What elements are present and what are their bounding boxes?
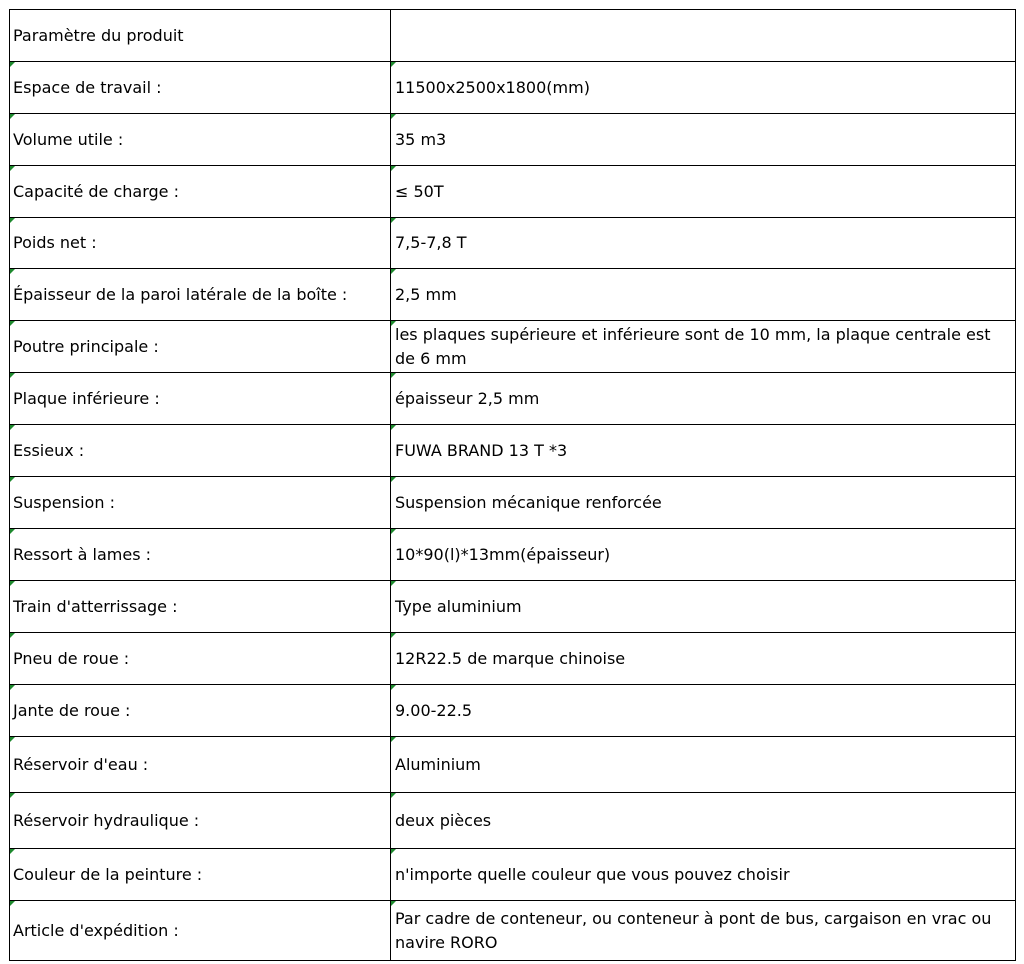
row-label: Jante de roue :: [10, 685, 391, 737]
row-value: 7,5-7,8 T: [391, 218, 1016, 269]
row-value: FUWA BRAND 13 T *3: [391, 425, 1016, 477]
row-value: 11500x2500x1800(mm): [391, 62, 1016, 114]
row-value: Suspension mécanique renforcée: [391, 477, 1016, 529]
table-row: [10, 477, 1016, 529]
row-label: Ressort à lames :: [10, 529, 391, 581]
row-value: Par cadre de conteneur, ou conteneur à pont de bus, cargaison en vrac ou navire RORO: [391, 901, 1016, 961]
row-value: 9.00-22.5: [391, 685, 1016, 737]
table-row: [10, 581, 1016, 633]
table-row: [10, 793, 1016, 849]
row-value: Type aluminium: [391, 581, 1016, 633]
row-value: les plaques supérieure et inférieure sont de 10 mm, la plaque centrale est de 6 mm: [391, 321, 1016, 373]
row-label: Épaisseur de la paroi latérale de la boîte :: [10, 269, 391, 321]
table-row: [10, 269, 1016, 321]
table-row: [10, 62, 1016, 114]
spec-table: [9, 9, 1016, 961]
row-label: Espace de travail :: [10, 62, 391, 114]
row-label: Pneu de roue :: [10, 633, 391, 685]
row-value: Aluminium: [391, 737, 1016, 793]
table-row: [10, 737, 1016, 793]
row-value: [391, 10, 1016, 62]
row-label: Couleur de la peinture :: [10, 849, 391, 901]
row-label: Poutre principale :: [10, 321, 391, 373]
row-label: Article d'expédition :: [10, 901, 391, 961]
row-label: Volume utile :: [10, 114, 391, 166]
row-label: Train d'atterrissage :: [10, 581, 391, 633]
row-value: 10*90(l)*13mm(épaisseur): [391, 529, 1016, 581]
table-row: [10, 685, 1016, 737]
row-value: ≤ 50T: [391, 166, 1016, 218]
row-label: Suspension :: [10, 477, 391, 529]
row-value: 12R22.5 de marque chinoise: [391, 633, 1016, 685]
table-row: [10, 166, 1016, 218]
table-row: [10, 849, 1016, 901]
table-row: [10, 321, 1016, 373]
table-row: [10, 901, 1016, 961]
row-label: Essieux :: [10, 425, 391, 477]
table-row: [10, 529, 1016, 581]
row-label: Capacité de charge :: [10, 166, 391, 218]
row-label: Paramètre du produit: [10, 10, 391, 62]
row-value: 2,5 mm: [391, 269, 1016, 321]
table-row: [10, 425, 1016, 477]
row-label: Réservoir hydraulique :: [10, 793, 391, 849]
row-value: n'importe quelle couleur que vous pouvez choisir: [391, 849, 1016, 901]
row-value: deux pièces: [391, 793, 1016, 849]
table-row: [10, 218, 1016, 269]
row-value: 35 m3: [391, 114, 1016, 166]
row-label: Réservoir d'eau :: [10, 737, 391, 793]
row-label: Plaque inférieure :: [10, 373, 391, 425]
table-row: [10, 10, 1016, 62]
row-value: épaisseur 2,5 mm: [391, 373, 1016, 425]
table-row: [10, 373, 1016, 425]
row-label: Poids net :: [10, 218, 391, 269]
table-row: [10, 114, 1016, 166]
table-row: [10, 633, 1016, 685]
spec-table-body: [10, 10, 1016, 961]
